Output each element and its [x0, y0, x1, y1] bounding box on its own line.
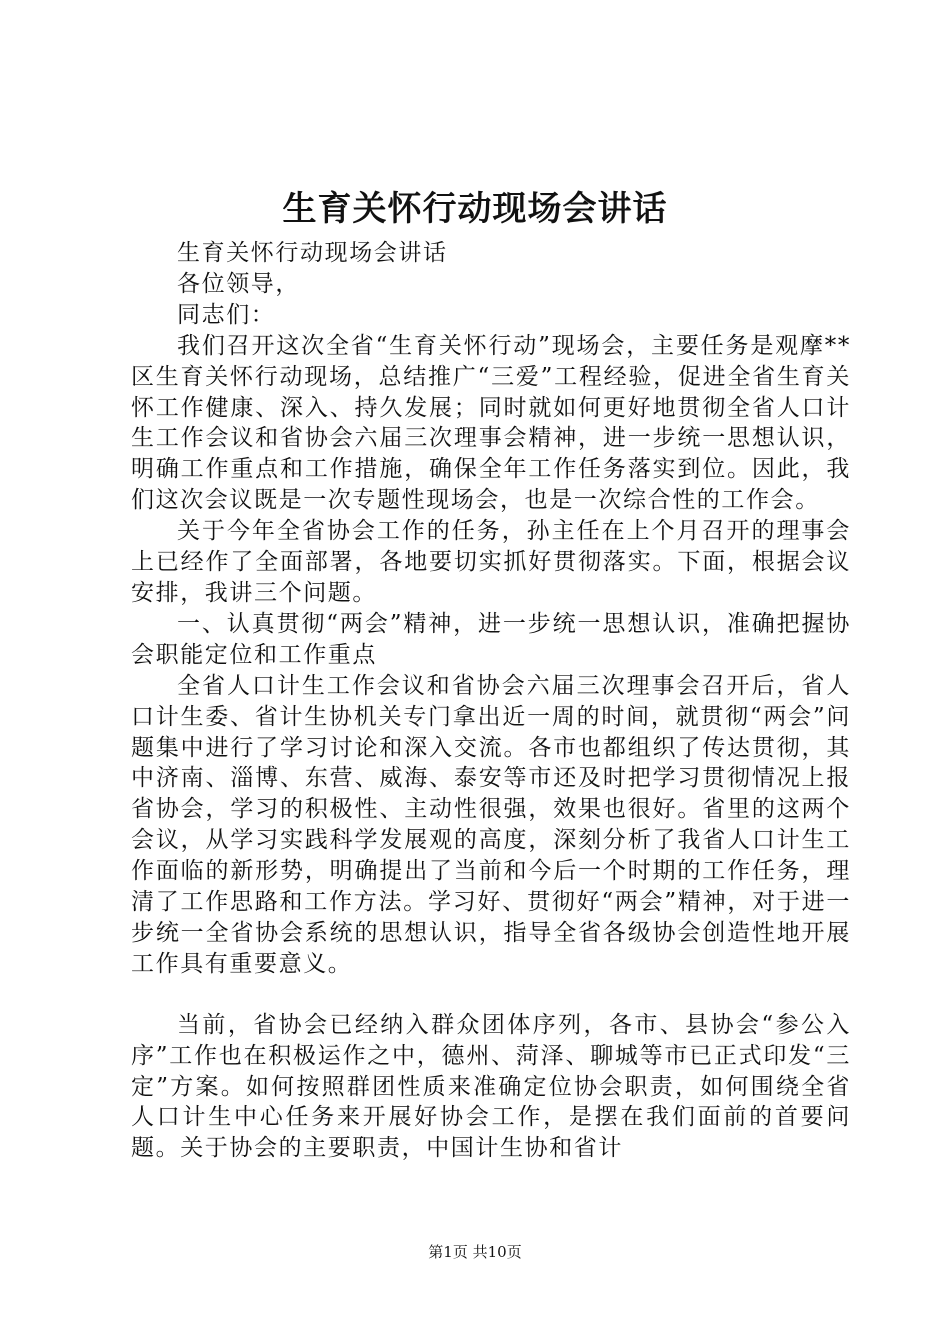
paragraph-meeting-purpose: 我们召开这次全省“生育关怀行动”现场会，主要任务是观摩**区生育关怀行动现场，总结推广“三爱”工程经验，促进全省生育关怀工作健康、深入、持久发展；同时就如何更好地贯彻全省人口计生工作会议和省协会六届三次理事会精神，进一步统一思想认识，明确工作重点和工作措施，确保全年工作任务落实到位。因此，我们这次会议既是一次专题性现场会，也是一次综合性的工作会。 [131, 332, 851, 514]
paragraph-tasks-overview: 关于今年全省协会工作的任务，孙主任在上个月召开的理事会上已经作了全面部署，各地要切实抓好贯彻落实。下面，根据会议安排，我讲三个问题。 [131, 518, 851, 606]
document-body [131, 238, 851, 1164]
section-heading-one: 一、认真贯彻“两会”精神，进一步统一思想认识，准确把握协会职能定位和工作重点 [131, 610, 851, 668]
paragraph-salutation-leaders: 各位领导， [177, 270, 300, 297]
paragraph-two-meetings: 全省人口计生工作会议和省协会六届三次理事会召开后，省人口计生委、省计生协机关专门拿出近一周的时间，就贯彻“两会”问题集中进行了学习讨论和深入交流。各市也都组织了传达贯彻，其中济南、淄博、东营、威海、泰安等市还及时把学习贯彻情况上报省协会，学习的积极性、主动性很强，效果也很好。省里的这两个会议，从学习实践科学发展观的高度，深刻分析了我省人口计生工作面临的新形势，明确提出了当前和今后一个时期的工作任务，理清了工作思路和工作方法。学习好、贯彻好“两会”精神，对于进一步统一全省协会系统的思想认识，指导全省各级协会创造性地开展工作具有重要意义。 [131, 672, 851, 977]
page-number: 第1页 共10页 [428, 1243, 522, 1261]
paragraph-salutation-comrades: 同志们： [177, 301, 276, 328]
paragraph-association-duties: 当前，省协会已经纳入群众团体序列，各市、县协会“参公入序”工作也在积极运作之中，德州、菏泽、聊城等市已正式印发“三定”方案。如何按照群团性质来准确定位协会职责，如何围绕全省人口计生中心任务来开展好协会工作，是摆在我们面前的首要问题。关于协会的主要职责，中国计生协和省计 [131, 1011, 851, 1162]
page-title: 生育关怀行动现场会讲话 [282, 189, 668, 229]
paragraph-subtitle: 生育关怀行动现场会讲话 [177, 240, 448, 266]
